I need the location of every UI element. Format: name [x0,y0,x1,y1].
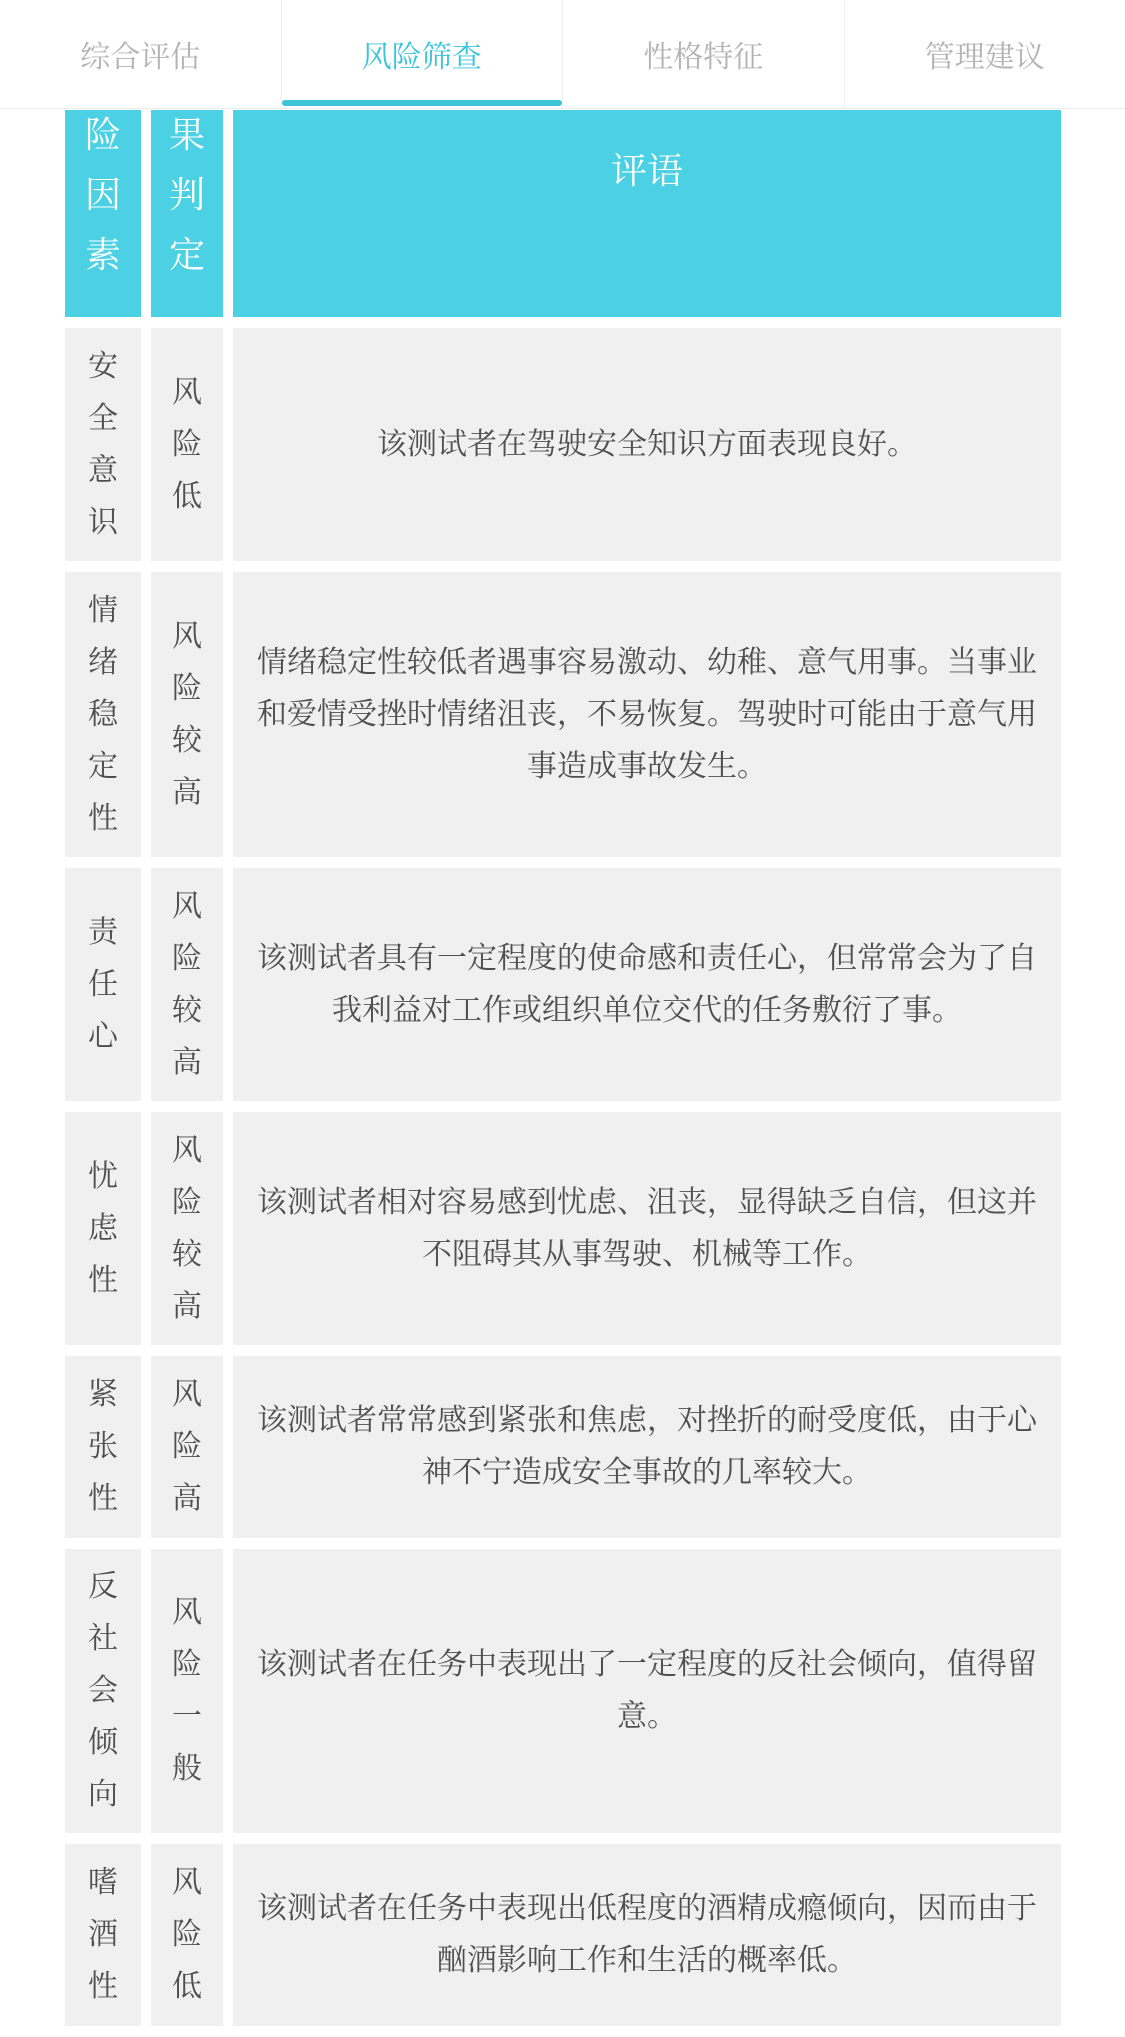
comment-cell: 情绪稳定性较低者遇事容易激动、幼稚、意气用事。当事业和爱情受挫时情绪沮丧，不易恢复。驾驶时可能由于意气用事造成事故发生。 [233,572,1061,857]
header-comment: 评语 [233,110,1061,317]
tab-risk-screening[interactable]: 风险筛查 [282,0,564,108]
result-cell: 风险较高 [151,572,223,857]
result-cell: 风险一般 [151,1549,223,1833]
risk-factor-cell: 忧虑性 [65,1112,141,1345]
table-header-row [65,110,1061,317]
result-cell: 风险低 [151,1844,223,2026]
risk-factor-cell: 反社会倾向 [65,1549,141,1833]
table-row [65,1356,1061,1538]
comment-cell: 该测试者具有一定程度的使命感和责任心，但常常会为了自我利益对工作或组织单位交代的任务敷衍了事。 [233,868,1061,1101]
result-cell: 风险较高 [151,868,223,1101]
header-result: 果判定 [151,110,223,317]
table-row [65,868,1061,1101]
risk-factor-cell: 安全意识 [65,328,141,561]
table-row [65,1549,1061,1833]
risk-factor-cell: 紧张性 [65,1356,141,1538]
table-row [65,1844,1061,2026]
comment-cell: 该测试者在任务中表现出低程度的酒精成瘾倾向，因而由于酗酒影响工作和生活的概率低。 [233,1844,1061,2026]
header-risk-factor: 险因素 [65,110,141,317]
risk-factor-cell: 情绪稳定性 [65,572,141,857]
table-row [65,328,1061,561]
table-row [65,1112,1061,1345]
tab-overall-assessment[interactable]: 综合评估 [0,0,282,108]
risk-factor-cell: 责任心 [65,868,141,1101]
result-cell: 风险较高 [151,1112,223,1345]
tab-management-advice[interactable]: 管理建议 [845,0,1125,108]
comment-cell: 该测试者在任务中表现出了一定程度的反社会倾向，值得留意。 [233,1549,1061,1833]
comment-cell: 该测试者在驾驶安全知识方面表现良好。 [233,328,1061,561]
table-row [65,572,1061,857]
risk-table [65,110,1061,2037]
result-cell: 风险高 [151,1356,223,1538]
risk-factor-cell: 嗜酒性 [65,1844,141,2026]
tab-personality-traits[interactable]: 性格特征 [563,0,845,108]
comment-cell: 该测试者常常感到紧张和焦虑，对挫折的耐受度低，由于心神不宁造成安全事故的几率较大。 [233,1356,1061,1538]
comment-cell: 该测试者相对容易感到忧虑、沮丧，显得缺乏自信，但这并不阻碍其从事驾驶、机械等工作。 [233,1112,1061,1345]
tab-bar [0,0,1125,109]
result-cell: 风险低 [151,328,223,561]
